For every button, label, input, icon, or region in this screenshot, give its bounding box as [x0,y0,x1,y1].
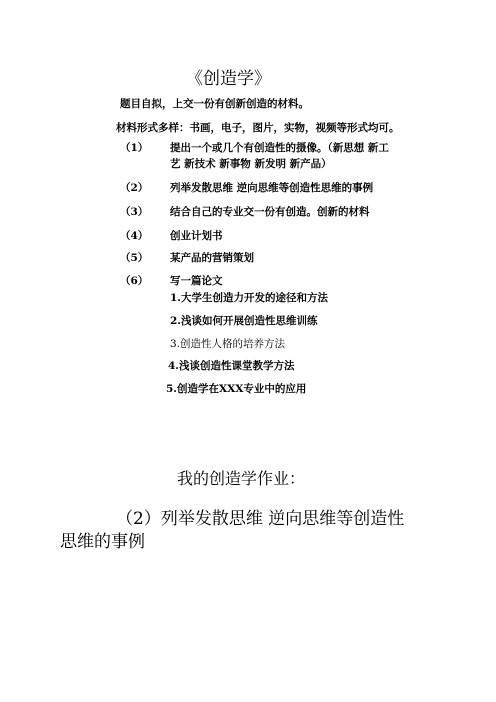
item-2-number: （2） [120,182,149,194]
item-4-number: （4） [120,230,149,242]
item-4-text: 创业计划书 [170,230,223,242]
subitem-2: 2.浅谈如何开展创造性思维训练 [170,315,318,327]
item-6-number: （6） [120,275,149,287]
item-6-text: 写一篇论文 [170,275,223,287]
intro-line-1: 题目自拟，上交一份有创新创造的材料。 [120,98,309,110]
item-3-text: 结合自己的专业交一份有创造。创新的材料 [170,206,370,218]
homework-heading-line-1: （2）列举发散思维 逆向思维等创造性 [116,509,405,529]
homework-title: 我的创造学作业： [177,469,306,488]
item-5-number: （5） [120,252,149,264]
item-3-number: （3） [120,206,149,218]
intro-line-2: 材料形式多样：书画，电子，图片，实物，视频等形式均可。 [116,122,400,134]
doc-title: 《创造学》 [186,69,271,89]
subitem-4: 4.浅谈创造性课堂教学方法 [168,360,295,372]
item-1-text-line-1: 提出一个或几个有创造性的摄像。（新思想 新工 [170,142,389,154]
homework-heading-line-2: 思维的事例 [60,532,145,552]
subitem-1: 1.大学生创造力开发的途径和方法 [170,292,328,304]
subitem-5: 5.创造学在XXX专业中的应用 [166,383,307,395]
item-1-number: （1） [120,142,149,154]
item-1-text-line-2: 艺 新技术 新事物 新发明 新产品） [170,158,332,170]
item-5-text: 某产品的营销策划 [170,252,254,264]
subitem-3: 3.创造性人格的培养方法 [170,338,286,350]
item-2-text: 列举发散思维 逆向思维等创造性思维的事例 [170,182,374,194]
